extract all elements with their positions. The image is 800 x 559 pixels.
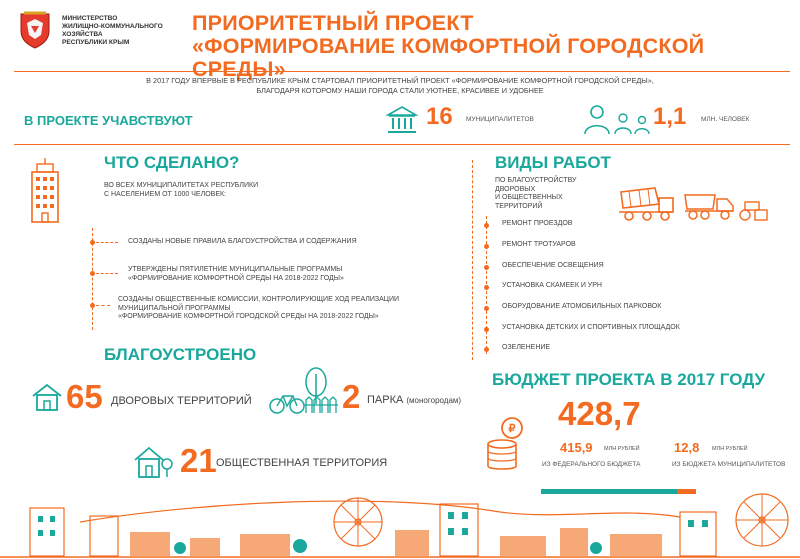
svg-text:₽: ₽ xyxy=(508,423,516,435)
municipal-unit: МЛН РУБЛЕЙ xyxy=(712,446,748,452)
municipalities-value: 16 xyxy=(426,103,453,130)
participation-label: В ПРОЕКТЕ УЧАВСТВУЮТ xyxy=(24,113,193,128)
federal-value: 415,9 xyxy=(560,440,593,455)
people-unit: МЛН. ЧЕЛОВЕК xyxy=(701,116,750,123)
works-subtitle: ПО БЛАГОУСТРОЙСТВУ ДВОРОВЫХ И ОБЩЕСТВЕННЫХ ТЕРРИТОРИЙ xyxy=(495,177,577,210)
skyscraper-icon xyxy=(22,158,68,224)
house-icon xyxy=(30,382,64,412)
budget-title: БЮДЖЕТ ПРОЕКТА В 2017 ГОДУ xyxy=(492,370,766,389)
intro-text: В 2017 ГОДУ ВПЕРВЫЕ В РЕСПУБЛИКЕ КРЫМ СТАРТОВАЛ ПРИОРИТЕТНЫЙ ПРОЕКТ «ФОРМИРОВАНИЕ КОМФОРТНОЙ ГОРОДСКОЙ СРЕДЫ», БЛАГОДАРЯ КОТОРОМУ НАШИ ГОРОДА СТАЛИ УЮТНЕЕ, КРАСИВЕЕ И УДОБНЕЕ xyxy=(146,76,654,95)
bullet-dot xyxy=(484,347,489,352)
work-item: ОБОРУДОВАНИЕ АТОМОБИЛЬНЫХ ПАРКОВОК xyxy=(502,303,662,310)
people-icon xyxy=(583,103,651,135)
bullet-dot xyxy=(90,303,95,308)
ministry-name: МИНИСТЕРСТВО ЖИЛИЩНО-КОММУНАЛЬНОГО ХОЗЯЙСТВА РЕСПУБЛИКИ КРЫМ xyxy=(62,15,163,46)
done-title: ЧТО СДЕЛАНО? xyxy=(104,153,240,172)
work-item: РЕМОНТ ТРОТУАРОВ xyxy=(502,241,576,248)
coins-icon xyxy=(482,416,526,474)
dump-truck-icon xyxy=(683,189,735,221)
work-item: ОЗЕЛЕНЕНИЕ xyxy=(502,344,551,351)
column-divider xyxy=(472,160,473,360)
budget-total: 428,7 xyxy=(558,395,641,432)
city-skyline-icon xyxy=(0,482,800,559)
public-label: ОБЩЕСТВЕННАЯ ТЕРРИТОРИЯ xyxy=(216,457,388,469)
yards-value: 65 xyxy=(66,378,103,415)
divider xyxy=(14,71,790,72)
bullet-dot xyxy=(484,306,489,311)
fence-icon xyxy=(304,397,338,413)
done-subtitle: ВО ВСЕХ МУНИЦИПАЛИТЕТАХ РЕСПУБЛИКИ С НАСЕЛЕНИЕМ ОТ 1000 ЧЕЛОВЕК: xyxy=(104,182,259,198)
improved-title: БЛАГОУСТРОЕНО xyxy=(104,345,257,364)
federal-label: ИЗ ФЕДЕРАЛЬНОГО БЮДЖЕТА xyxy=(542,461,641,468)
done-item: СОЗДАНЫ ОБЩЕСТВЕННЫЕ КОМИССИИ, КОНТРОЛИРУЮЩИЕ ХОД РЕАЛИЗАЦИИ МУНИЦИПАЛЬНОЙ ПРОГРАММЫ «ФОРМИРОВАНИЕ КОМФОРТНОЙ ГОРОДСКОЙ СРЕДЫ НА 2018-2022 ГОДЫ» xyxy=(118,296,400,321)
house-icon xyxy=(132,444,174,480)
building-columns-icon xyxy=(386,105,418,135)
bullet-connector xyxy=(96,242,118,243)
public-value: 21 xyxy=(180,442,217,479)
work-item: УСТАНОВКА ДЕТСКИХ И СПОРТИВНЫХ ПЛОЩАДОК xyxy=(502,324,680,331)
works-title: ВИДЫ РАБОТ xyxy=(495,153,611,172)
bullet-dot xyxy=(90,240,95,245)
bullet-connector xyxy=(96,273,118,274)
municipal-value: 12,8 xyxy=(674,440,700,455)
work-item: ОБЕСПЕЧЕНИЕ ОСВЕЩЕНИЯ xyxy=(502,262,604,269)
municipalities-unit: МУНИЦИПАЛИТЕТОВ xyxy=(466,116,534,123)
bicycle-icon xyxy=(268,364,340,416)
page-title: ПРИОРИТЕТНЫЙ ПРОЕКТ «ФОРМИРОВАНИЕ КОМФОРТНОЙ ГОРОДСКОЙ СРЕДЫ» xyxy=(192,11,705,81)
people-value: 1,1 xyxy=(653,103,687,130)
work-item: УСТАНОВКА СКАМЕЕК И УРН xyxy=(502,282,602,289)
bullet-dot xyxy=(90,271,95,276)
federal-unit: МЛН РУБЛЕЙ xyxy=(604,446,640,452)
bullet-dot xyxy=(484,327,489,332)
concrete-mixer-icon xyxy=(615,180,677,222)
divider xyxy=(14,144,790,145)
bullet-dot xyxy=(484,265,489,270)
bullet-dot xyxy=(484,223,489,228)
bullet-dot xyxy=(484,285,489,290)
done-item: СОЗДАНЫ НОВЫЕ ПРАВИЛА БЛАГОУСТРОЙСТВА И СОДЕРЖАНИЯ xyxy=(128,238,357,245)
municipal-label: ИЗ БЮДЖЕТА МУНИЦИПАЛИТЕТОВ xyxy=(672,461,786,468)
parks-value: 2 xyxy=(342,378,361,415)
bullet-dot xyxy=(484,244,489,249)
yards-label: ДВОРОВЫХ ТЕРРИТОРИЙ xyxy=(111,395,252,407)
coat-of-arms-icon xyxy=(18,11,52,49)
done-item: УТВЕРЖДЕНЫ ПЯТИЛЕТНИЕ МУНИЦИПАЛЬНЫЕ ПРОГРАММЫ «ФОРМИРОВАНИЕ КОМФОРТНОЙ СРЕДЫ НА 2018-2022 ГОДЫ» xyxy=(128,266,344,282)
parks-label: ПАРКА (моногородам) xyxy=(367,394,462,406)
road-roller-icon xyxy=(737,198,769,222)
bullet-connector xyxy=(96,305,110,306)
work-item: РЕМОНТ ПРОЕЗДОВ xyxy=(502,220,573,227)
